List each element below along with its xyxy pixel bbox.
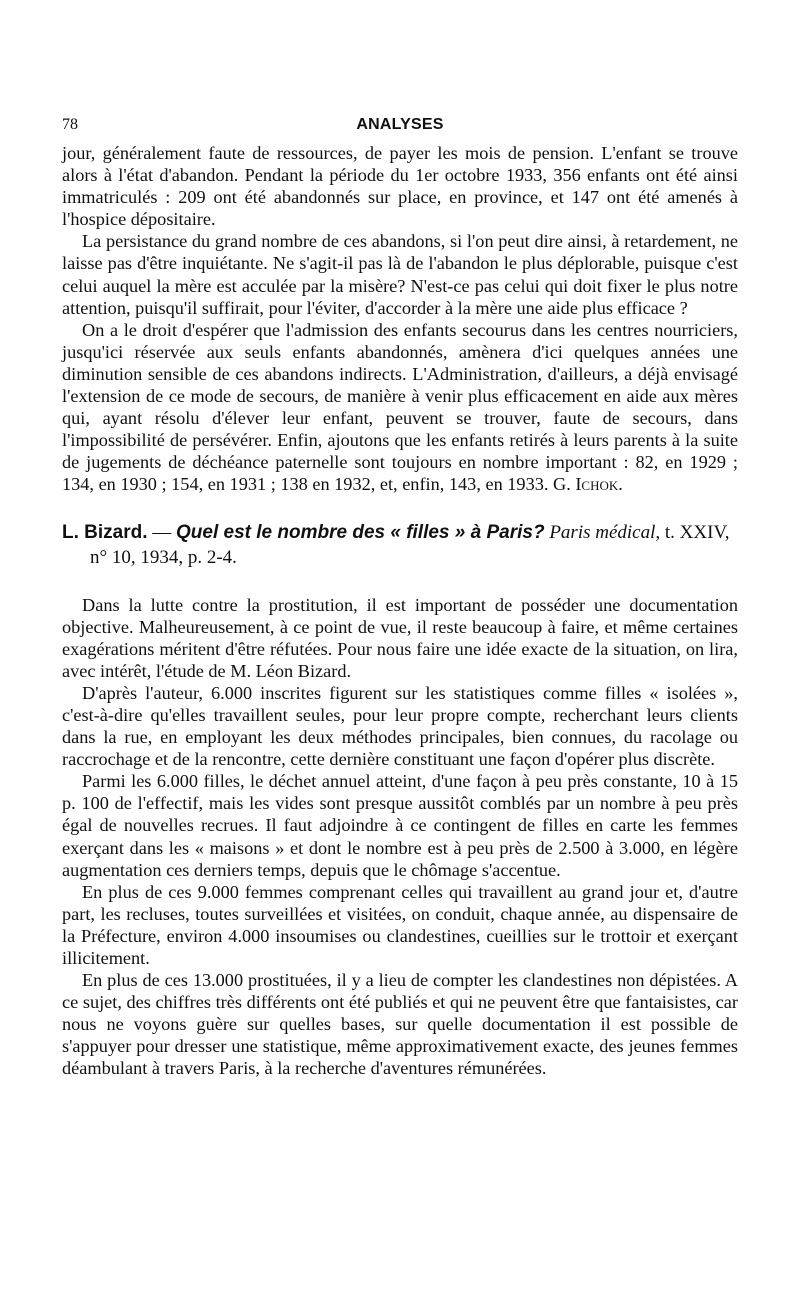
- page: [62, 112, 738, 1080]
- running-head: ANALYSES: [356, 116, 444, 133]
- review-body: [62, 594, 738, 1080]
- paragraph-text: On a le droit d'espérer que l'admission des enfants secourus dans les centres nourriciers, jusqu'ici réservée aux seuls enfants abandonnés, amènera d'ici quelques années une diminution sensible de ces abandons indirects. L'Administration, d'ailleurs, a déjà envisagé l'extension de ce mode de secours, de manière à venir plus efficacement en aide aux mères qui, ayant résolu d'élever leur enfant, peuvent se trouver, faute de secours, dans l'impossibilité de persévérer. Enfin, ajoutons que les enfants retirés à leurs parents à la suite de jugements de déchéance paternelle sont toujours en nombre important : 82, en 1929 ; 134, en 1930 ; 154, en 1931 ; 138 en 1932, et, enfin, 143, en 1933.: [62, 319, 738, 495]
- heading-dash: —: [152, 521, 172, 543]
- paragraph: jour, généralement faute de ressources, de payer les mois de pension. L'enfant se trouve alors à l'état d'abandon. Pendant la période du 1er octobre 1933, 356 enfants ont été ainsi immatriculés : 209 ont été abandonnés sur place, en province, et 147 ont été amenés à l'hospice dépositaire.: [62, 143, 738, 230]
- reviewer-signature: G. Ichok.: [553, 474, 623, 495]
- paragraph: La persistance du grand nombre de ces abandons, si l'on peut dire ainsi, à retardement, ne laisse pas d'être inquiétante. Ne s'agit-il pas là de l'abandon le plus déplorable, puisque c'est celui auquel la mère est acculée par la misère? N'est-ce pas celui qui doit fixer le plus notre attention, puisqu'il suffirait, pour l'éviter, d'accorder à la mère une aide plus efficace ?: [62, 231, 738, 318]
- paragraph: Dans la lutte contre la prostitution, il est important de posséder une documentation objective. Malheureusement, à ce point de vue, il reste beaucoup à faire, et même certaines exagérations méritent d'être réfutées. Pour nous faire une idée exacte de la situation, on lira, avec intérêt, l'étude de M. Léon Bizard.: [62, 594, 738, 681]
- paragraph: Parmi les 6.000 filles, le déchet annuel atteint, d'une façon à peu près constante, 10 à 15 p. 100 de l'effectif, mais les vides sont presque aussitôt comblés par un nombre à peu près égal de nouvelles recrues. Il faut adjoindre à ce contingent de filles en carte les femmes exerçant dans les « maisons » et dont le nombre est à peu près de 2.500 à 3.000, en légère augmentation ces derniers temps, depuis que le chômage s'accentue.: [62, 771, 738, 880]
- review-journal: Paris médical,: [549, 521, 661, 543]
- review-author: L. Bizard.: [62, 521, 148, 543]
- paragraph: En plus de ces 9.000 femmes comprenant celles qui travaillent au grand jour et, d'autre part, les recluses, toutes surveillées et visitées, on conduit, chaque année, au dispensaire de la Préfecture, environ 4.000 insoumises ou clandestines, cueillies sur le trottoir et exerçant illicitement.: [62, 881, 738, 968]
- paragraph: D'après l'auteur, 6.000 inscrites figurent sur les statistiques comme filles « isolées », c'est-à-dire qu'elles travaillent seules, pour leur propre compte, recherchant leurs clients dans la rue, en employant les deux méthodes principales, bien connues, du racolage ou raccrochage et de la rencontre, cette dernière constituant une façon d'opérer plus discrète.: [62, 682, 738, 770]
- paragraph: En plus de ces 13.000 prostituées, il y a lieu de compter les clandestines non dépistées. A ce sujet, des chiffres très différents ont été publiés et qui ne peuvent être que fantaisistes, car nous ne voyons guère sur quelles bases, sur quelle documentation il est possible de s'appuyer pour dresser une statistique, même approximativement exacte, des jeunes femmes déambulant à travers Paris, à la recherche d'aventures rémunérées.: [62, 970, 738, 1079]
- page-number: 78: [62, 116, 78, 133]
- review-title: Quel est le nombre des « filles » à Paris?: [176, 521, 545, 543]
- review-heading: [62, 520, 738, 570]
- page-header: [62, 112, 738, 142]
- review-citation: t. XXIV, n° 10, 1934, p. 2-4.: [90, 521, 730, 568]
- paragraph-with-signature: [62, 319, 738, 496]
